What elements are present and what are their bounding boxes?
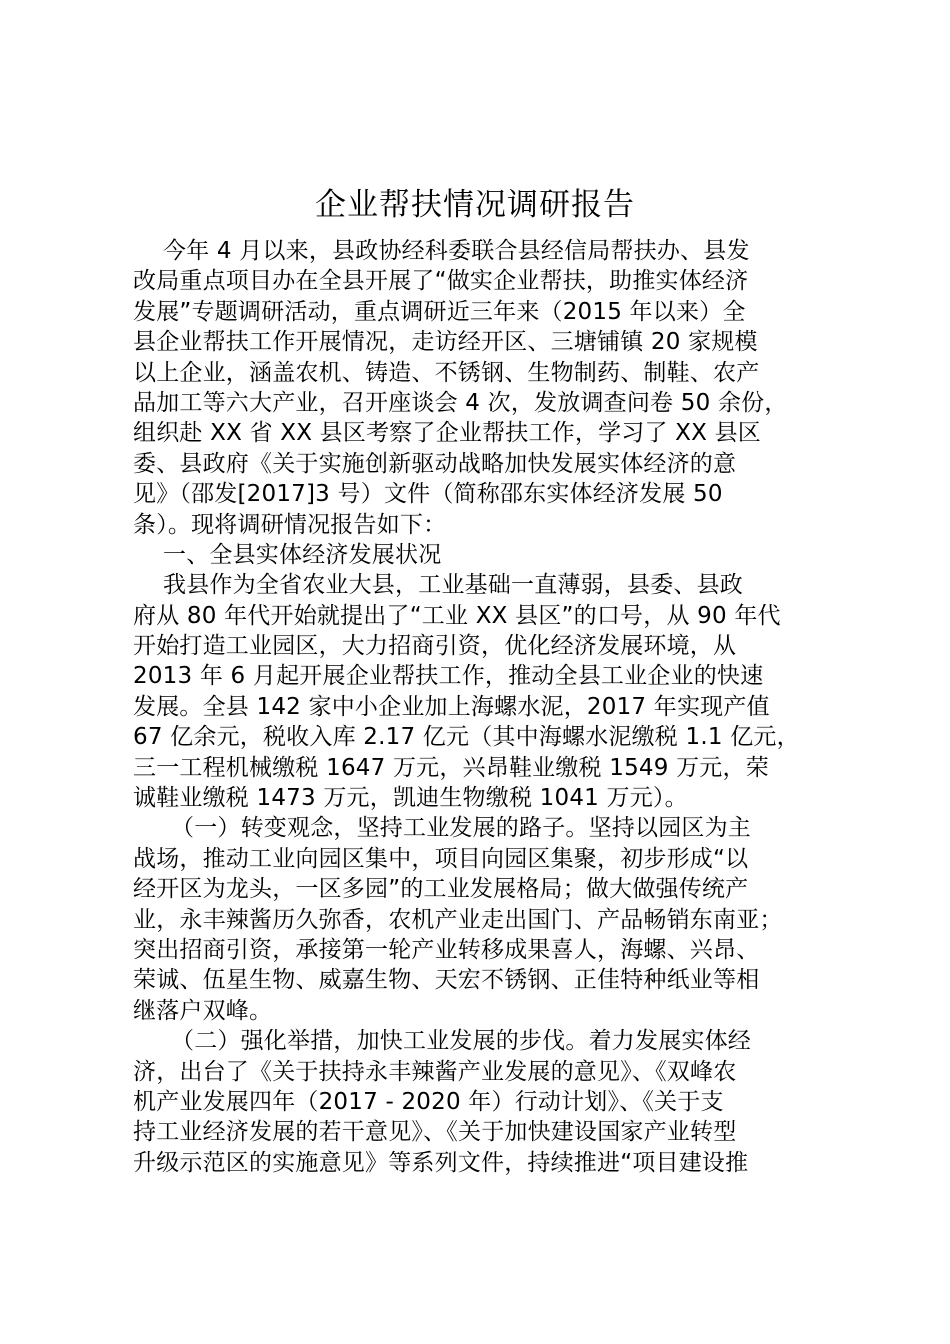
subsection-paragraph-line: （一）转变观念，坚持工业发展的路子。坚持以园区为主 <box>171 815 751 842</box>
paragraph-line: 见》（邵发[2017]3 号）文件（简称邵东实体经济发展 50 <box>133 481 723 508</box>
paragraph-line: 组织赴 XX 省 XX 县区考察了企业帮扶工作，学习了 XX 县区 <box>133 420 762 447</box>
paragraph-line: 三一工程机械缴税 1647 万元，兴昂鞋业缴税 1549 万元，荣 <box>133 754 769 781</box>
paragraph-line: 诚鞋业缴税 1473 万元，凯迪生物缴税 1041 万元）。 <box>133 785 688 812</box>
paragraph-line: 品加工等六大产业，召开座谈会 4 次，发放调查问卷 50 余份， <box>133 389 788 416</box>
paragraph-line: 济，出台了《关于扶持永丰辣酱产业发展的意见》、《双峰农 <box>133 1058 737 1085</box>
document-title: 企业帮扶情况调研报告 <box>315 187 635 223</box>
paragraph-line: 委、县政府《关于实施创新驱动战略加快发展实体经济的意 <box>133 450 737 477</box>
paragraph-line: 战场，推动工业向园区集中，项目向园区集聚，初步形成“以 <box>133 845 749 872</box>
paragraph-line: 突出招商引资，承接第一轮产业转移成果喜人，海螺、兴昂、 <box>133 936 760 963</box>
paragraph-line: 持工业经济发展的若干意见》、《关于加快建设国家产业转型 <box>133 1119 737 1146</box>
document-body <box>133 236 845 1178</box>
paragraph-line: 2013 年 6 月起开展企业帮扶工作，推动全县工业企业的快速 <box>133 663 764 690</box>
paragraph-line: 67 亿余元，税收入库 2.17 亿元（其中海螺水泥缴税 1.1 亿元， <box>133 724 800 751</box>
subsection-paragraph-line: （二）强化举措，加快工业发展的步伐。着力发展实体经 <box>171 1028 751 1055</box>
paragraph-line: 开始打造工业园区，大力招商引资，优化经济发展环境，从 <box>133 633 737 660</box>
paragraph-line: 发展”专题调研活动，重点调研近三年来（2015 年以来）全 <box>133 298 746 325</box>
paragraph-line: 发展。全县 142 家中小企业加上海螺水泥，2017 年实现产值 <box>133 693 770 720</box>
paragraph-line: 府从 80 年代开始就提出了“工业 XX 县区”的口号，从 90 年代 <box>133 602 781 629</box>
paragraph-line: 业，永丰辣酱历久弥香，农机产业走出国门、产品畅销东南亚； <box>133 906 783 933</box>
paragraph-line: 机产业发展四年（2017 - 2020 年）行动计划》、《关于支 <box>133 1088 724 1115</box>
section-heading: 一、全县实体经济发展状况 <box>163 541 442 568</box>
paragraph-line: 我县作为全省农业大县，工业基础一直薄弱，县委、县政 <box>163 572 743 599</box>
paragraph-line: 经开区为龙头，一区多园”的工业发展格局；做大做强传统产 <box>133 876 749 903</box>
paragraph-line: 县企业帮扶工作开展情况，走访经开区、三塘铺镇 20 家规模 <box>133 329 758 356</box>
paragraph-line: 改局重点项目办在全县开展了“做实企业帮扶，助推实体经济 <box>133 268 749 295</box>
paragraph-line: 继落户双峰。 <box>133 997 273 1024</box>
paragraph-line: 今年 4 月以来，县政协经科委联合县经信局帮扶办、县发 <box>163 238 750 264</box>
paragraph-line: 升级示范区的实施意见》等系列文件，持续推进“项目建设推 <box>133 1149 749 1176</box>
paragraph-line: 荣诚、伍星生物、威嘉生物、天宏不锈钢、正佳特种纸业等相 <box>133 967 760 994</box>
paragraph-line: 条）。现将调研情况报告如下： <box>133 511 447 538</box>
paragraph-line: 以上企业，涵盖农机、铸造、不锈钢、生物制药、制鞋、农产 <box>133 359 760 386</box>
